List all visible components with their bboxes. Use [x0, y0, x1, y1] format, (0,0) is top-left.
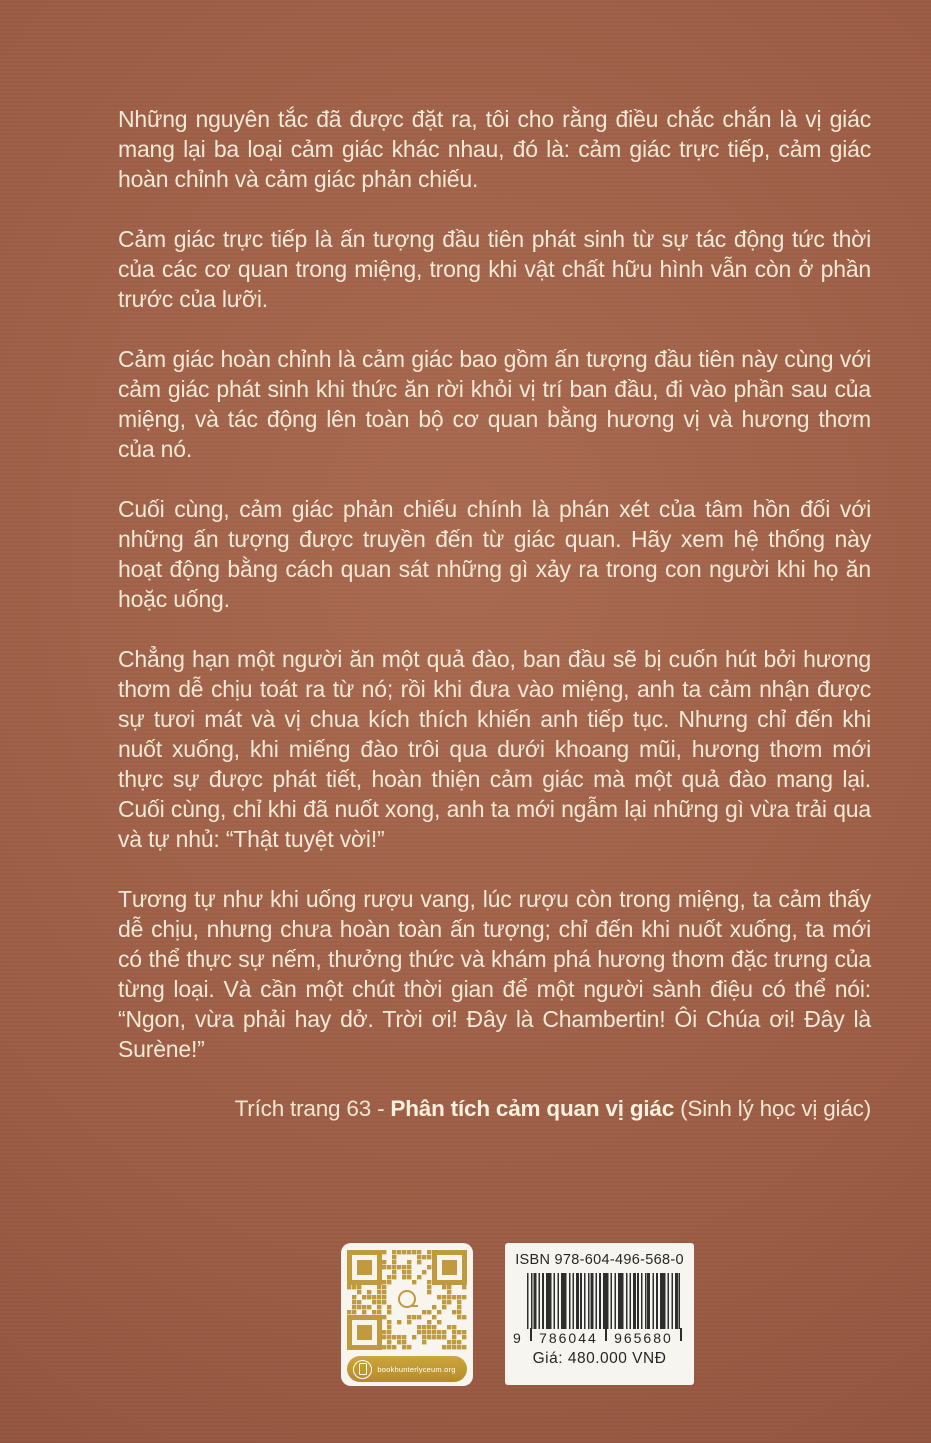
barcode-digits — [505, 1330, 694, 1346]
qr-caption-text: bookhunterlyceum.org — [377, 1364, 456, 1374]
barcode-guard-bar — [605, 1328, 607, 1341]
excerpt-paragraph: Cuối cùng, cảm giác phản chiếu chính là phán xét của tâm hồn đối với những ấn tượng được truyền đến từ giác quan. Hãy xem hệ thống này hoạt động bằng cách quan sát những gì xảy ra trong con người khi họ ăn hoặc uống. — [118, 496, 871, 612]
barcode-guard-bar — [530, 1328, 532, 1341]
citation-book-title: Phân tích cảm quan vị giác — [390, 1096, 675, 1121]
price-text: Giá: 480.000 VNĐ — [532, 1350, 667, 1367]
citation-subtitle: (Sinh lý học vị giác) — [674, 1096, 871, 1121]
barcode-guard-bar — [680, 1328, 682, 1341]
qr-panel — [341, 1243, 473, 1386]
phone-icon — [353, 1360, 372, 1379]
excerpt-paragraph: Chẳng hạn một người ăn một quả đào, ban đầu sẽ bị cuốn hút bởi hương thơm dễ chịu toát ra từ nó; rồi khi đưa vào miệng, anh ta cảm nhận được sự tươi mát và vị chua kích thích khiến anh tiếp tục. Nhưng chỉ đến khi nuốt xuống, khi miếng đào trôi qua dưới khoang mũi, hương thơm mới thực sự được phát tiết, hoàn thiện cảm giác mà một quả đào mang lại. Cuối cùng, chỉ khi đã nuốt xong, anh ta mới ngẫm lại những gì vừa trải qua và tự nhủ: “Thật tuyệt vời!” — [118, 646, 871, 852]
excerpt-paragraph: Cảm giác trực tiếp là ấn tượng đầu tiên phát sinh từ sự tác động tức thời của các cơ quan trong miệng, trong khi vật chất hữu hình vẫn còn ở phần trước của lưỡi. — [118, 226, 871, 312]
barcode-digit-group: 786044 — [539, 1330, 598, 1346]
excerpt-paragraph: Tương tự như khi uống rượu vang, lúc rượu còn trong miệng, ta cảm thấy dễ chịu, nhưng chưa hoàn toàn ấn tượng; chỉ đến khi nuốt xuống, ta mới có thể thực sự nếm, thưởng thức và khám phá hương thơm đặc trưng của từng loại. Và cần một chút thời gian để một người sành điệu có thể nói: “Ngon, vừa phải hay dở. Trời ơi! Đây là Chambertin! Ôi Chúa ơi! Đây là Surène!” — [118, 886, 871, 1062]
qr-caption-pill — [347, 1356, 467, 1382]
excerpt-paragraph: Những nguyên tắc đã được đặt ra, tôi cho rằng điều chắc chắn là vị giác mang lại ba loại cảm giác khác nhau, đó là: cảm giác trực tiếp, cảm giác hoàn chỉnh và cảm giác phản chiếu. — [118, 106, 871, 192]
barcode-digit-group: 9 — [513, 1330, 523, 1346]
barcode-digit-group: 965680 — [614, 1330, 673, 1346]
excerpt-text-block — [118, 104, 871, 1154]
qr-code — [347, 1249, 467, 1352]
excerpt-paragraph: Cảm giác hoàn chỉnh là cảm giác bao gồm ấn tượng đầu tiên này cùng với cảm giác phát sinh khi thức ăn rời khỏi vị trí ban đầu, đi vào phần sau của miệng, và tác động lên toàn bộ cơ quan bằng hương vị và hương thơm của nó. — [118, 346, 871, 462]
isbn-text: ISBN 978-604-496-568-0 — [515, 1252, 684, 1268]
barcode-bars — [527, 1273, 680, 1329]
barcode-panel — [505, 1243, 694, 1385]
citation-prefix: Trích trang 63 - — [234, 1096, 391, 1121]
citation-line — [118, 1094, 871, 1124]
